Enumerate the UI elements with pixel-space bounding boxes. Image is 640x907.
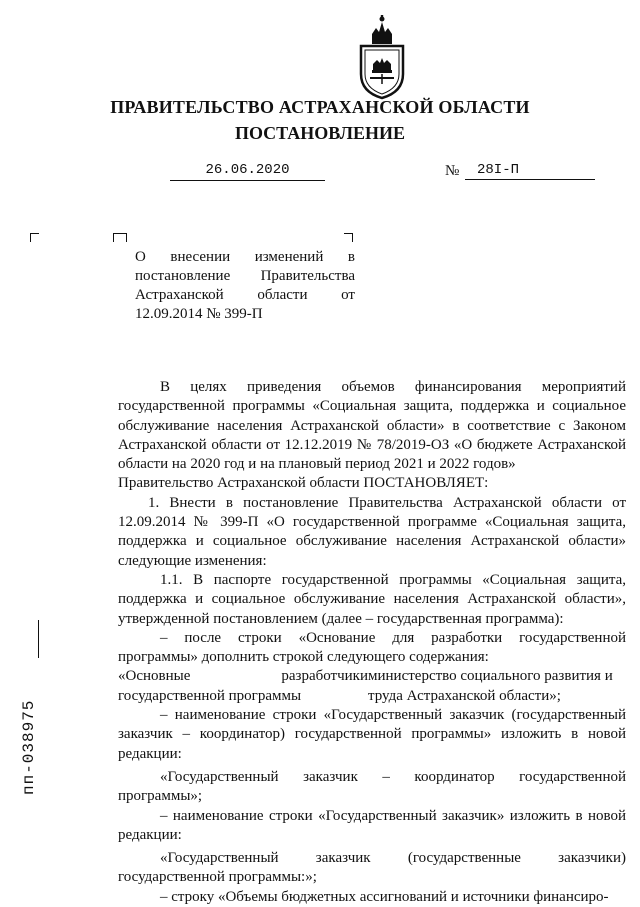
paragraph: – после строки «Основание для разработки государственной программы» дополнить строкой следующего содержания: — [118, 629, 626, 666]
paragraph: «Государственный заказчик – координатор государственной программы»; — [118, 768, 626, 805]
organization-title: ПРАВИТЕЛЬСТВО АСТРАХАНСКОЙ ОБЛАСТИ — [110, 97, 530, 117]
program-row — [118, 667, 626, 706]
paragraph: Правительство Астраханской области ПОСТАНОВЛЯЕТ: — [118, 475, 489, 492]
document-date: 26.06.2020 — [170, 160, 325, 181]
coat-of-arms-emblem — [354, 14, 410, 100]
paragraph: «Государственный заказчик (государственные заказчики) государственной программы:»; — [118, 850, 626, 886]
form-serial-code: пп-038975 — [20, 699, 38, 795]
paragraph: – строку «Объемы бюджетных ассигнований и источники финансиро- — [160, 888, 609, 905]
document-body — [118, 378, 626, 907]
corner-mark — [118, 233, 127, 242]
program-row-label: «Основные разработчики государственной программы — [118, 668, 368, 704]
document-number: 28I-П — [465, 160, 595, 180]
corner-mark — [30, 233, 39, 242]
program-row-value: министерство социального развития и труда Астраханской области»; — [368, 668, 613, 704]
paragraph: 1. Внести в постановление Правительства Астраханской области от 12.09.2014 № 399-П «О государственной программе «Социальная защита, поддержка и социальное обслуживание населения Астраханской области» следующие изменения: — [118, 494, 626, 569]
paragraph: – наименование строки «Государственный заказчик» изложить в новой редакции: — [118, 807, 626, 843]
number-sign: № — [445, 163, 460, 179]
document-subject: О внесении изменений в постановление Правительства Астраханской области от 12.09.2014 № 399-П — [135, 249, 355, 322]
margin-line — [38, 620, 39, 658]
paragraph: 1.1. В паспорте государственной программы «Социальная защита, поддержка и социальное обслуживание населения Астраханской области», утвержденной постановлением (далее – государственная программа): — [118, 571, 626, 627]
document-type: ПОСТАНОВЛЕНИЕ — [234, 123, 406, 143]
corner-mark — [344, 233, 353, 242]
paragraph: В целях приведения объемов финансирования мероприятий государственной программы «Социальная защита, поддержка и социальное обслуживание населения Астраханской области» в соответствие с Законом Астраханской области от 12.12.2019 № 78/2019-ОЗ «О бюджете Астраханской области на 2020 год и на плановый период 2021 и 2022 годов» — [118, 379, 626, 473]
paragraph: – наименование строки «Государственный заказчик (государственный заказчик – координатор) государственной программы» изложить в новой редакции: — [118, 707, 626, 762]
